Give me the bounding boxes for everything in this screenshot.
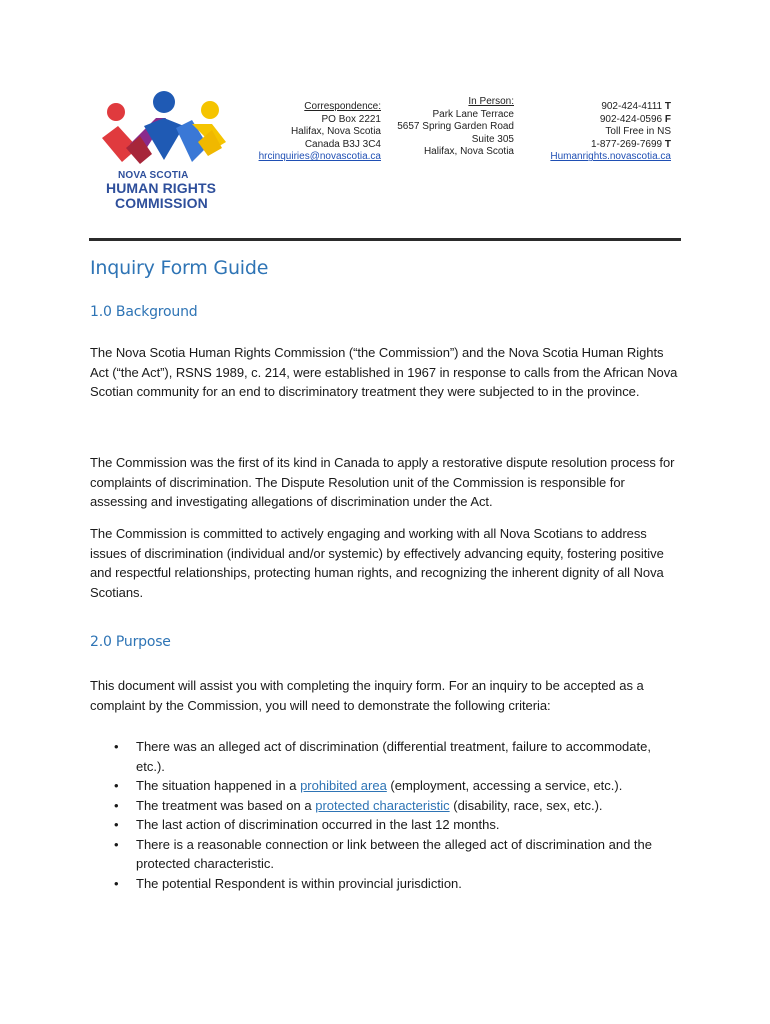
list-item: • There is a reasonable connection or link between the alleged act of discrimination and the protected characteristic. bbox=[90, 835, 680, 874]
header-divider bbox=[89, 238, 681, 241]
correspondence-address bbox=[259, 101, 381, 164]
phone-fax: 902-424-0596 F bbox=[599, 113, 671, 125]
section-background-heading: 1.0 Background bbox=[90, 304, 198, 320]
phone-main: 902-424-4111 T bbox=[601, 101, 671, 112]
website-link[interactable]: Humanrights.novascotia.ca bbox=[550, 151, 671, 163]
background-paragraph-3: The Commission is committed to actively engaging and working with all Nova Scotians to address issues of discrimination (individual and/or systemic) by effectively advancing equity, fostering positive and respectful relationships, protecting human rights, and recognizing the inherent dignity of all Nova Scotians. bbox=[90, 526, 664, 600]
purpose-paragraph: This document will assist you with completing the inquiry form. For an inquiry to be accepted as a complaint by the Commission, you will need to demonstrate the following criteria: bbox=[90, 678, 644, 713]
in-person-city: Halifax, Nova Scotia bbox=[423, 146, 514, 158]
logo-province: NOVA SCOTIA bbox=[118, 170, 189, 181]
phone-contacts bbox=[550, 101, 671, 164]
list-item: • There was an alleged act of discrimination (differential treatment, failure to accommodate, etc.). bbox=[90, 737, 680, 776]
logo-line-2: COMMISSION bbox=[115, 195, 208, 211]
list-item: • The situation happened in a prohibited area (employment, accessing a service, etc.). bbox=[90, 776, 680, 796]
page-title: Inquiry Form Guide bbox=[90, 257, 269, 279]
section-purpose-heading: 2.0 Purpose bbox=[90, 634, 171, 650]
protected-characteristic-link[interactable]: protected characteristic bbox=[315, 797, 450, 813]
correspondence-city: Halifax, Nova Scotia bbox=[290, 126, 381, 138]
in-person-address bbox=[397, 96, 514, 159]
in-person-suite: Suite 305 bbox=[471, 133, 514, 145]
correspondence-postal: Canada B3J 3C4 bbox=[304, 138, 381, 150]
correspondence-po-box: PO Box 2221 bbox=[321, 113, 381, 125]
commission-logo bbox=[96, 90, 246, 218]
background-paragraph-2: The Commission was the first of its kind in Canada to apply a restorative dispute resolution process for complaints of discrimination. The Dispute Resolution unit of the Commission is responsible for assessing and investigating allegations of discrimination under the Act. bbox=[90, 455, 675, 509]
list-item: • The treatment was based on a protected characteristic (disability, race, sex, etc.). bbox=[90, 796, 680, 816]
logo-wordmark bbox=[106, 170, 216, 211]
toll-free-label: Toll Free in NS bbox=[605, 126, 671, 138]
prohibited-area-link[interactable]: prohibited area bbox=[300, 778, 387, 793]
list-item: • The last action of discrimination occurred in the last 12 months. bbox=[90, 815, 680, 835]
correspondence-label: Correspondence: bbox=[304, 101, 381, 112]
phone-toll-free: 1-877-269-7699 T bbox=[590, 138, 671, 150]
email-link[interactable]: hrcinquiries@novascotia.ca bbox=[258, 151, 381, 163]
in-person-label: In Person: bbox=[468, 96, 514, 107]
in-person-building: Park Lane Terrace bbox=[432, 108, 514, 120]
background-paragraph-1: The Nova Scotia Human Rights Commission (“the Commission”) and the Nova Scotia Human Rights Act (“the Act”), RSNS 1989, c. 214, were established in 1967 in response to calls from the African Nova Scotian community for an end to discriminatory treatment they were subjected to in the province. bbox=[90, 345, 678, 399]
list-item: • The potential Respondent is within provincial jurisdiction. bbox=[90, 874, 680, 894]
logo-line-1: HUMAN RIGHTS bbox=[106, 180, 217, 196]
in-person-street: 5657 Spring Garden Road bbox=[397, 121, 514, 133]
criteria-list bbox=[90, 737, 680, 893]
people-figures-icon bbox=[100, 90, 230, 170]
